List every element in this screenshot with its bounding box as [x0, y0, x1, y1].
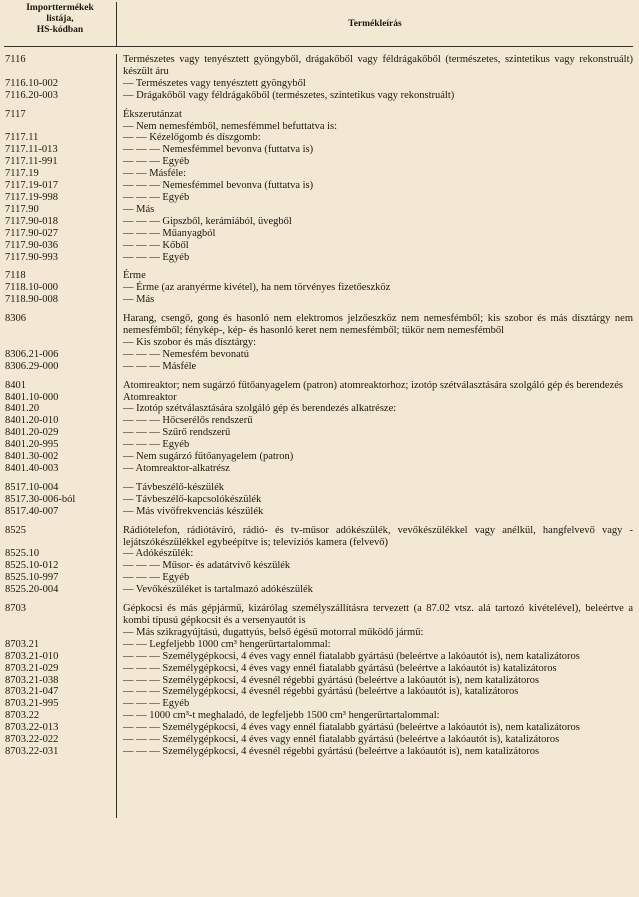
hs-code: 7117 [5, 108, 26, 120]
hs-code: 7117.90 [5, 203, 39, 215]
hs-code: 8703.22 [5, 710, 40, 722]
product-description: — — — Műsor- és adatátvivő készülék [123, 560, 291, 572]
table-header [4, 2, 633, 47]
hs-code [4, 627, 117, 639]
product-description: Ékszerutánzat [123, 108, 182, 120]
table-row [4, 361, 633, 373]
hs-code: 7117.90-018 [5, 215, 58, 227]
hs-code: 8401.20-010 [5, 415, 59, 427]
hs-code: 8703 [5, 603, 26, 615]
hs-code: 8703.21-010 [5, 650, 59, 662]
table-row [4, 439, 633, 451]
hs-code: 7116.20-003 [5, 89, 58, 101]
hs-code: 8703.22-013 [5, 722, 59, 734]
product-description: — — — Személygépkocsi, 4 évesnél régebbi gyártású (beleértve a lakóautót is), nem katalizátoros [123, 745, 540, 757]
table-group [4, 313, 633, 373]
table-row [4, 144, 633, 156]
table-row [4, 584, 633, 596]
hs-code: 8401.40-003 [5, 463, 59, 474]
table-row [4, 228, 633, 240]
hs-code: 7117.19-017 [5, 180, 58, 192]
table-row [4, 294, 633, 306]
product-description: — Drágakőből vagy féldrágakőből (természetes, szintetikus vagy rekonstruált) [123, 89, 455, 101]
product-description: — — — Nemesfémmel bevonva (futtatva is) [123, 180, 314, 192]
product-description: — Vevőkészüléket is tartalmazó adókészülék [123, 584, 313, 596]
table-row [4, 313, 633, 337]
product-description: — — — Személygépkocsi, 4 éves vagy ennél fiatalabb gyártású (beleértve a lakóautót is) katalizátoros [123, 662, 557, 674]
table-row [4, 746, 633, 758]
table-row [4, 349, 633, 361]
product-description: — — — Személygépkocsi, 4 évesnél régebbi gyártású (beleértve a lakóautót is), katalizátoros [123, 686, 519, 698]
hs-code: 8401 [5, 379, 26, 391]
product-description: — Más vivőfrekvenciás készülék [123, 505, 264, 517]
header-code-column: Importtermékek listája, HS-kódban [4, 2, 117, 46]
hs-code: 8703.22-031 [5, 745, 59, 757]
table-row [4, 525, 633, 549]
table-group [4, 109, 633, 264]
product-description: Gépkocsi és más gépjármű, kizárólag személyszállításra tervezett (a 87.02 vtsz. alá tartozó kivételével), beleértve a kombi típusú gépkocsit és a versenyautót is [123, 603, 633, 626]
table-row [4, 415, 633, 427]
hs-code: 8401.20 [5, 403, 40, 415]
header-description-column: Termékleírás [348, 19, 402, 29]
product-description: — — — Személygépkocsi, 4 éves vagy ennél fiatalabb gyártású (beleértve a lakóautót is), katalizátoros [123, 734, 560, 746]
product-description: — — — Személygépkocsi, 4 éves vagy ennél fiatalabb gyártású (beleértve a lakóautót is), nem katalizátoros [123, 650, 580, 662]
product-description: Természetes vagy tenyésztett gyöngyből, drágakőből vagy féldrágakőből (természetes, szintetikus vagy rekonstruált) készült áru [123, 54, 633, 77]
table-row [4, 548, 633, 560]
table-row [4, 240, 633, 252]
product-description: — Atomreaktor-alkatrész [123, 463, 230, 474]
table-row [4, 204, 633, 216]
hs-code: 8306.21-006 [5, 348, 59, 360]
product-description: Rádiótelefon, rádiótávíró, rádió- és tv-műsor adókészülék, vevőkészülékkel vagy anélkül, hangfelvevő vagy -lejátszókészülékkel egybeépítve is; televíziós kamera (felvevő) [123, 524, 633, 548]
hs-code: 8525 [5, 524, 26, 536]
table-row [4, 494, 633, 506]
table-row [4, 270, 633, 282]
hs-code [4, 121, 117, 133]
table-row [4, 572, 633, 584]
product-description: — Izotóp szétválasztására szolgáló gép és berendezés alkatrésze: [123, 403, 397, 415]
product-description: — — — Egyéb [123, 251, 190, 263]
product-description: — — — Kőből [123, 239, 189, 251]
table-row [4, 451, 633, 463]
product-description: — Távbeszélő-kapcsolókészülék [123, 493, 262, 505]
hs-code: 7116 [5, 54, 26, 65]
table-row [4, 734, 633, 746]
table-row [4, 560, 633, 572]
table-row [4, 506, 633, 518]
table-body [4, 54, 633, 758]
product-description: — Nem sugárzó fűtőanyagelem (patron) [123, 451, 294, 463]
table-row [4, 463, 633, 475]
table-group [4, 525, 633, 596]
table-row [4, 639, 633, 651]
table-row [4, 192, 633, 204]
table-row [4, 337, 633, 349]
table-group [4, 603, 633, 758]
hs-code: 8401.30-002 [5, 451, 59, 463]
hs-code: 7117.11-991 [5, 156, 58, 168]
table-row [4, 380, 633, 392]
hs-code: 8525.10-012 [5, 560, 59, 572]
product-description: — — Másféle: [123, 168, 186, 180]
product-description: — — — Szűrő rendszerű [123, 427, 231, 439]
table-row [4, 252, 633, 264]
hs-code: 8306 [5, 313, 26, 325]
table-group [4, 270, 633, 306]
table-row [4, 686, 633, 698]
table-row [4, 698, 633, 710]
table-row [4, 627, 633, 639]
hs-code: 8703.21-995 [5, 698, 59, 710]
product-description: — — — Műanyagból [123, 227, 216, 239]
product-description: — — — Hőcserélős rendszerű [123, 415, 253, 427]
table-row [4, 121, 633, 133]
product-description: — Érme (az aranyérme kivétel), ha nem törvényes fizetőeszköz [123, 282, 391, 294]
product-description: Atomreaktor; nem sugárzó fűtőanyagelem (patron) atomreaktorhoz; izotóp szétválasztására szolgáló gép és berendezés [123, 379, 624, 391]
hs-code: 8703.22-022 [5, 734, 59, 746]
product-description: — — 1000 cm³-t meghaladó, de legfeljebb 1500 cm³ hengerűrtartalommal: [123, 710, 440, 722]
hs-code: 7117.11-013 [5, 144, 58, 156]
hs-code: 8306.29-000 [5, 360, 59, 372]
product-description: — Természetes vagy tenyésztett gyöngyből [123, 77, 306, 89]
product-description: — — — Személygépkocsi, 4 éves vagy ennél fiatalabb gyártású (beleértve a lakóautót is), nem katalizátoros [123, 722, 580, 734]
table-group [4, 482, 633, 518]
hs-code: 8703.21-029 [5, 662, 59, 674]
hs-code: 8401.20-029 [5, 427, 59, 439]
product-description: — — Kézelőgomb és díszgomb: [123, 132, 261, 144]
table-row [4, 282, 633, 294]
hs-code [4, 337, 117, 349]
product-description: — Más [123, 203, 155, 215]
product-description: — Adókészülék: [123, 548, 194, 560]
product-description: — — — Egyéb [123, 156, 190, 168]
table-row [4, 603, 633, 627]
product-description: — — — Nemesfém bevonatú [123, 348, 249, 360]
table-row [4, 156, 633, 168]
product-description: — Távbeszélő-készülék [123, 481, 224, 493]
product-description: — Más szikragyújtású, dugattyús, belső égésű motorral működő jármű: [123, 626, 424, 638]
hs-code: 7117.90-993 [5, 251, 58, 263]
hs-code: 7118 [5, 270, 26, 282]
hs-code: 8517.30-006-ból [5, 493, 76, 505]
hs-code: 7118.90-008 [5, 294, 58, 306]
table-row [4, 78, 633, 90]
hs-code: 7117.19 [5, 168, 39, 180]
table-row [4, 675, 633, 687]
product-description: — — — Gipszből, kerámiából, üvegből [123, 215, 292, 227]
product-description: — Más [123, 294, 155, 306]
hs-code: 7117.90-027 [5, 227, 58, 239]
hs-code: 7117.19-998 [5, 191, 58, 203]
product-description: — Kis szobor és más dísztárgy: [123, 336, 257, 348]
product-description: — — — Másféle [123, 360, 197, 372]
hs-code: 7116.10-002 [5, 77, 58, 89]
table-row [4, 132, 633, 144]
table-row [4, 663, 633, 675]
table-row [4, 180, 633, 192]
table-row [4, 392, 633, 404]
hs-code: 7117.11 [5, 132, 39, 144]
hs-code: 8525.10-997 [5, 572, 59, 584]
hs-code: 8517.10-004 [5, 481, 59, 493]
product-description: Atomreaktor [123, 391, 177, 403]
product-description: — — — Egyéb [123, 191, 190, 203]
product-description: Érme [123, 270, 146, 282]
product-description: — — — Egyéb [123, 698, 190, 710]
product-description: — — Legfeljebb 1000 cm³ hengerűrtartalommal: [123, 638, 331, 650]
table-row [4, 168, 633, 180]
hs-code: 8703.21-047 [5, 686, 59, 698]
product-description: — — — Egyéb [123, 439, 190, 451]
product-description: — — — Személygépkocsi, 4 évesnél régebbi gyártású (beleértve a lakóautót is), nem katalizátoros [123, 674, 540, 686]
product-description: — Nem nemesfémből, nemesfémmel befuttatva is: [123, 120, 338, 132]
table-group [4, 54, 633, 102]
product-description: — — — Egyéb [123, 572, 190, 584]
table-row [4, 90, 633, 102]
hs-code: 8401.10-000 [5, 391, 59, 403]
hs-code: 8703.21-038 [5, 674, 59, 686]
table-row [4, 109, 633, 121]
hs-code: 8517.40-007 [5, 505, 59, 517]
table-group [4, 380, 633, 475]
hs-code: 8525.10 [5, 548, 40, 560]
table-row [4, 710, 633, 722]
product-description: Harang, csengő, gong és hasonló nem elektromos jelzőeszköz nem nemesfémből; kis szobor és más dísztárgy nem nemesfémből; fénykép-, kép- és hasonló keret nem nemesfémből; tükör nem nemesfémből [123, 313, 633, 337]
table-row [4, 54, 633, 78]
hs-code: 7118.10-000 [5, 282, 58, 294]
product-description: — — — Nemesfémmel bevonva (futtatva is) [123, 144, 314, 156]
table-row [4, 651, 633, 663]
table-row [4, 482, 633, 494]
hs-code: 7117.90-036 [5, 239, 58, 251]
table-row [4, 403, 633, 415]
table-row [4, 722, 633, 734]
hs-code: 8703.21 [5, 638, 40, 650]
table-row [4, 427, 633, 439]
hs-code: 8401.20-995 [5, 439, 59, 451]
table-row [4, 216, 633, 228]
hs-code: 8525.20-004 [5, 584, 59, 596]
